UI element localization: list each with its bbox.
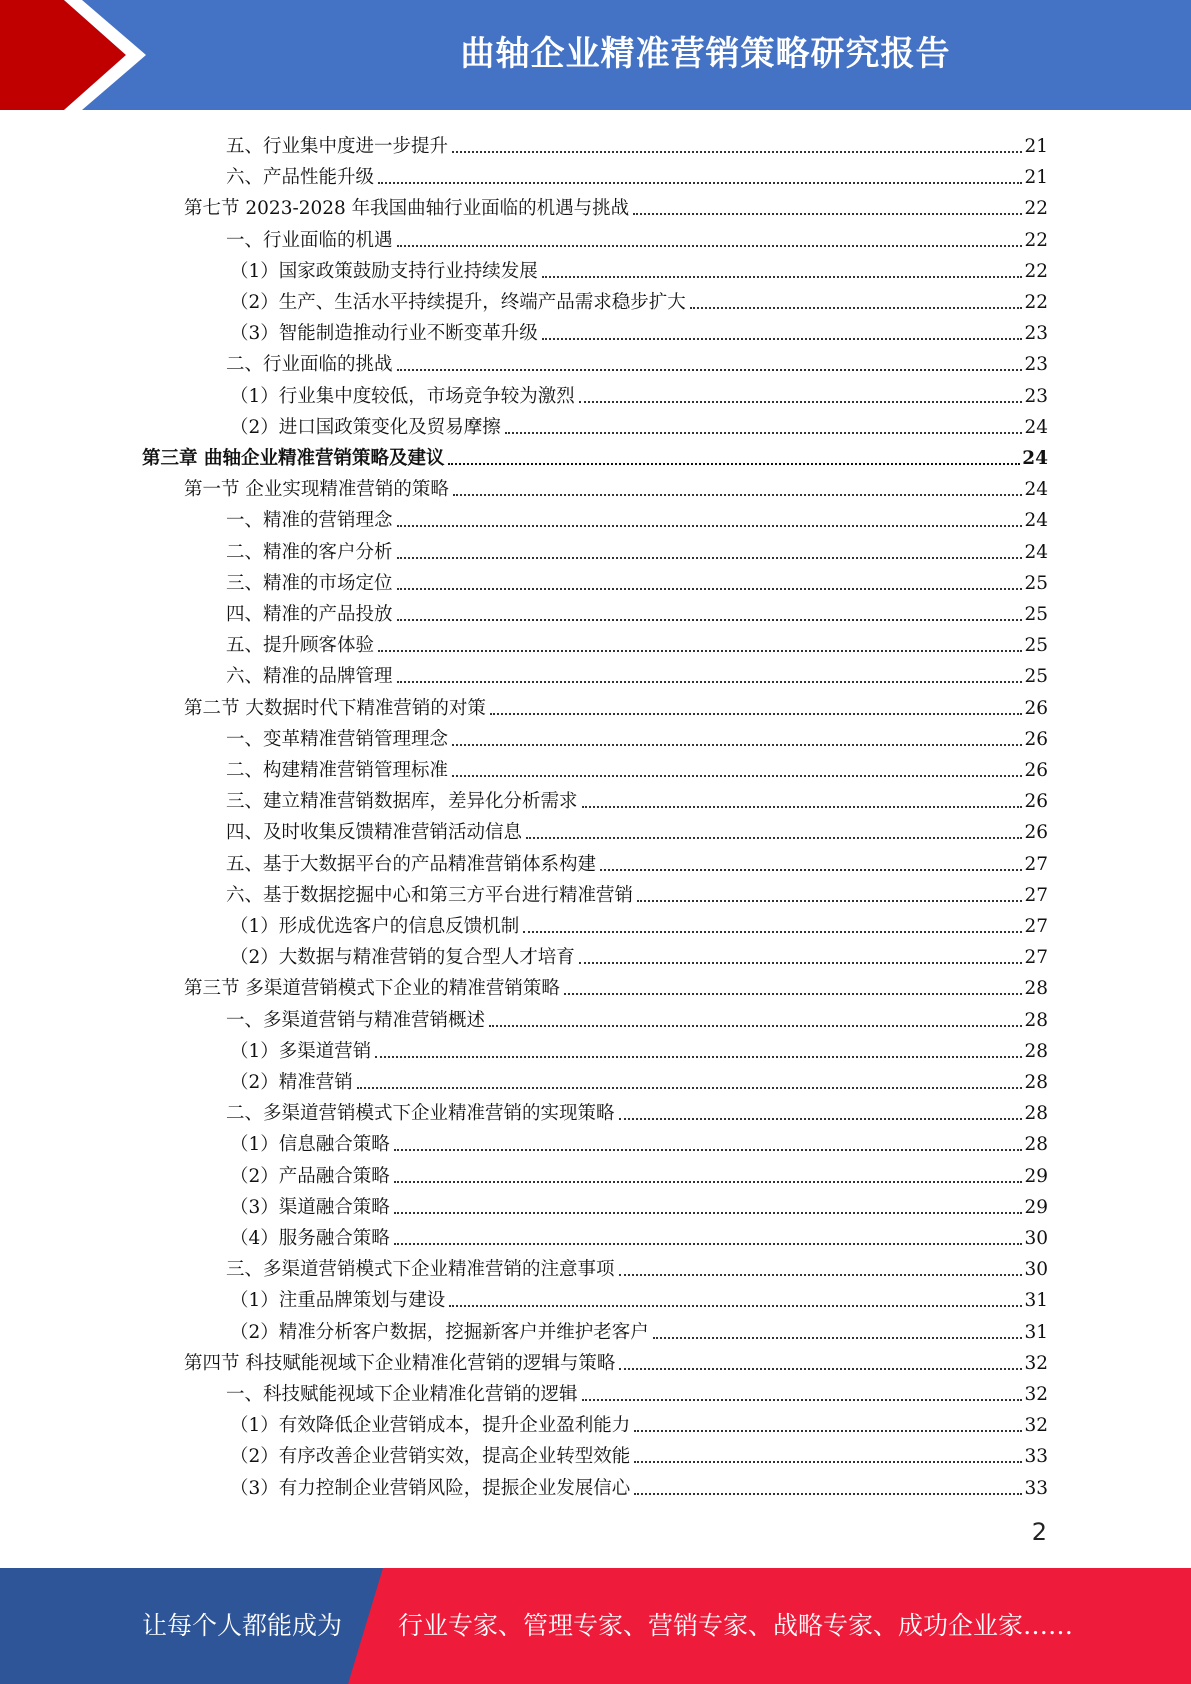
toc-entry-title: 三、建立精准营销数据库，差异化分析需求 [226, 791, 578, 813]
toc-entry-page: 21 [1024, 136, 1048, 157]
toc-entry-page: 32 [1024, 1384, 1048, 1405]
toc-entry-title: 一、变革精准营销管理理念 [226, 728, 449, 750]
toc-entry-title: 二、行业面临的挑战 [226, 354, 393, 376]
toc-leader-dots [378, 181, 1022, 184]
toc-entry-page: 25 [1024, 572, 1048, 594]
toc-entry[interactable] [230, 1032, 1048, 1063]
toc-entry[interactable] [226, 1094, 1048, 1125]
toc-entry-title: （1）注重品牌策划与建设 [230, 1290, 446, 1312]
toc-entry-title: （2）生产、生活水平持续提升，终端产品需求稳步扩大 [230, 292, 686, 313]
toc-entry-page: 25 [1024, 666, 1048, 688]
toc-leader-dots [564, 992, 1023, 995]
toc-entry-title: 六、产品性能升级 [226, 167, 375, 189]
toc-entry-title: （4）服务融合策略 [230, 1228, 390, 1249]
toc-entry-title: 第二节 大数据时代下精准营销的对策 [184, 697, 486, 719]
toc-entry[interactable] [230, 283, 1048, 314]
toc-entry[interactable] [230, 1469, 1048, 1500]
toc-entry[interactable] [226, 876, 1048, 907]
toc-entry[interactable] [226, 720, 1048, 751]
toc-entry[interactable] [226, 751, 1048, 782]
toc-leader-dots [397, 368, 1023, 371]
toc-entry-page: 32 [1024, 1415, 1048, 1437]
toc-leader-dots [690, 306, 1023, 309]
toc-entry[interactable] [184, 969, 1048, 1000]
toc-entry-title: （2）有序改善企业营销实效，提高企业转型效能 [230, 1446, 631, 1468]
footer-slogan-right: 行业专家、管理专家、营销专家、战略专家、成功企业家…… [398, 1611, 1074, 1640]
page-number: 2 [1031, 1518, 1047, 1546]
toc-entry-page: 26 [1024, 791, 1048, 813]
toc-entry-page: 29 [1024, 1165, 1048, 1187]
toc-entry-title: 三、多渠道营销模式下企业精准营销的注意事项 [226, 1259, 615, 1281]
toc-entry-page: 26 [1024, 697, 1048, 719]
toc-entry-page: 22 [1024, 229, 1048, 251]
toc-entry-page: 31 [1024, 1321, 1048, 1343]
toc-entry[interactable] [184, 689, 1048, 720]
toc-entry-page: 32 [1024, 1352, 1048, 1374]
toc-entry-page: 22 [1024, 198, 1048, 220]
toc-entry[interactable] [226, 626, 1048, 657]
toc-entry-title: （1）有效降低企业营销成本，提升企业盈利能力 [230, 1415, 631, 1437]
toc-leader-dots [579, 961, 1023, 964]
toc-entry-title: （3）智能制造推动行业不断变革升级 [230, 323, 538, 345]
toc-entry-title: 五、行业集中度进一步提升 [226, 136, 449, 157]
toc-entry-page: 24 [1022, 448, 1048, 469]
toc-entry-page: 24 [1024, 416, 1048, 438]
toc-leader-dots [600, 868, 1022, 871]
toc-entry-title: （2）产品融合策略 [230, 1165, 390, 1187]
toc-entry-title: 一、多渠道营销与精准营销概述 [226, 1009, 486, 1031]
toc-entry-title: 六、精准的品牌管理 [226, 666, 393, 688]
toc-entry[interactable] [230, 408, 1048, 439]
toc-entry[interactable] [226, 845, 1048, 876]
toc-entry-title: 二、精准的客户分析 [226, 541, 393, 563]
report-title: 曲轴企业精准营销策略研究报告 [460, 34, 951, 74]
toc-entry[interactable] [230, 1063, 1048, 1094]
toc-entry-title: 第四节 科技赋能视域下企业精准化营销的逻辑与策略 [184, 1352, 616, 1374]
toc-entry-title: 二、构建精准营销管理标准 [226, 760, 449, 781]
toc-leader-dots [542, 337, 1023, 340]
toc-entry-title: 第一节 企业实现精准营销的策略 [184, 479, 449, 501]
toc-entry-page: 26 [1024, 760, 1048, 781]
toc-leader-dots [489, 1024, 1022, 1027]
toc-entry-title: 一、精准的营销理念 [226, 510, 393, 532]
toc-entry[interactable] [230, 252, 1048, 283]
toc-entry[interactable] [230, 377, 1048, 408]
toc-entry-page: 33 [1024, 1477, 1048, 1499]
toc-entry-title: 一、科技赋能视域下企业精准化营销的逻辑 [226, 1384, 578, 1405]
toc-entry-page: 28 [1024, 1072, 1048, 1093]
toc-entry[interactable] [230, 1188, 1048, 1219]
toc-entry-title: 二、多渠道营销模式下企业精准营销的实现策略 [226, 1103, 615, 1125]
toc-entry-page: 21 [1024, 167, 1048, 189]
toc-entry[interactable] [230, 314, 1048, 345]
toc-entry-title: （1）多渠道营销 [230, 1040, 372, 1062]
toc-entry-page: 23 [1024, 323, 1048, 345]
toc-entry-page: 29 [1024, 1196, 1048, 1218]
toc-entry[interactable] [230, 1437, 1048, 1468]
toc-leader-dots [634, 1492, 1022, 1495]
toc-entry[interactable] [226, 1375, 1048, 1406]
toc-leader-dots [633, 212, 1022, 215]
toc-leader-dots [619, 1367, 1022, 1370]
toc-leader-dots [619, 1117, 1023, 1120]
toc-leader-dots [505, 431, 1023, 434]
toc-entry-title: （2）进口国政策变化及贸易摩擦 [230, 416, 501, 438]
toc-entry-page: 24 [1024, 541, 1048, 563]
toc-entry[interactable] [226, 595, 1048, 626]
toc-entry-title: （1）信息融合策略 [230, 1134, 390, 1156]
toc-leader-dots [582, 805, 1023, 808]
toc-entry-page: 25 [1024, 604, 1048, 625]
toc-entry[interactable] [230, 1406, 1048, 1437]
toc-entry[interactable] [226, 533, 1048, 564]
toc-leader-dots [542, 275, 1023, 278]
toc-leader-dots [448, 462, 1020, 465]
toc-leader-dots [653, 1336, 1023, 1339]
toc-leader-dots [397, 618, 1023, 621]
toc-leader-dots [375, 1055, 1022, 1058]
toc-entry-title: 五、基于大数据平台的产品精准营销体系构建 [226, 853, 597, 875]
toc-entry-title: 一、行业面临的机遇 [226, 229, 393, 251]
toc-entry-title: 三、精准的市场定位 [226, 572, 393, 594]
toc-leader-dots [394, 1148, 1023, 1151]
toc-entry-title: （3）有力控制企业营销风险，提振企业发展信心 [230, 1477, 631, 1499]
toc-entry-page: 30 [1024, 1259, 1048, 1281]
toc-chapter-entry[interactable] [142, 439, 1048, 470]
toc-leader-dots [634, 1429, 1022, 1432]
toc-entry[interactable] [226, 501, 1048, 532]
footer-slogan-left: 让每个人都能成为 [142, 1611, 343, 1640]
toc-leader-dots [397, 556, 1023, 559]
toc-entry-title: （2）大数据与精准营销的复合型人才培育 [230, 947, 575, 969]
toc-leader-dots [449, 1304, 1022, 1307]
toc-entry[interactable] [230, 938, 1048, 969]
toc-entry[interactable] [226, 345, 1048, 376]
toc-leader-dots [357, 1086, 1023, 1089]
toc-entry[interactable] [226, 1250, 1048, 1281]
toc-entry[interactable] [226, 813, 1048, 844]
toc-entry-page: 24 [1024, 510, 1048, 532]
toc-leader-dots [637, 899, 1022, 902]
toc-entry-page: 22 [1024, 292, 1048, 313]
toc-entry-page: 23 [1024, 385, 1048, 407]
toc-leader-dots [490, 712, 1023, 715]
toc-leader-dots [523, 930, 1022, 933]
toc-entry[interactable] [226, 657, 1048, 688]
toc-entry-title: 第三节 多渠道营销模式下企业的精准营销策略 [184, 978, 560, 1000]
toc-entry[interactable] [226, 1001, 1048, 1032]
toc-entry[interactable] [230, 1157, 1048, 1188]
toc-leader-dots [397, 587, 1023, 590]
toc-entry-page: 33 [1024, 1446, 1048, 1468]
toc-entry[interactable] [226, 782, 1048, 813]
toc-entry-page: 26 [1024, 728, 1048, 750]
toc-entry-title: 四、及时收集反馈精准营销活动信息 [226, 822, 523, 844]
toc-leader-dots [394, 1211, 1023, 1214]
toc-entry-title: （2）精准分析客户数据，挖掘新客户并维护老客户 [230, 1321, 649, 1343]
toc-entry[interactable] [226, 221, 1048, 252]
toc-entry-title: 四、精准的产品投放 [226, 604, 393, 625]
toc-leader-dots [619, 1273, 1023, 1276]
toc-leader-dots [394, 1242, 1023, 1245]
toc-entry[interactable] [230, 907, 1048, 938]
toc-entry-page: 28 [1024, 1134, 1048, 1156]
toc-entry-title: 第七节 2023-2028 年我国曲轴行业面临的机遇与挑战 [184, 198, 630, 220]
toc-entry[interactable] [230, 1219, 1048, 1250]
toc-entry[interactable] [226, 564, 1048, 595]
page-header [0, 0, 1191, 110]
toc-entry[interactable] [226, 127, 1048, 158]
toc-entry[interactable] [184, 189, 1048, 220]
toc-entry-page: 31 [1024, 1290, 1048, 1312]
toc-entry-title: 六、基于数据挖掘中心和第三方平台进行精准营销 [226, 884, 634, 906]
toc-entry-page: 30 [1024, 1228, 1048, 1249]
toc-leader-dots [397, 244, 1023, 247]
toc-entry-title: （1）形成优选客户的信息反馈机制 [230, 916, 520, 937]
toc-entry-page: 28 [1024, 1040, 1048, 1062]
toc-entry-page: 25 [1024, 635, 1048, 657]
toc-entry-page: 27 [1024, 853, 1048, 875]
toc-entry-title: 五、提升顾客体验 [226, 635, 375, 657]
toc-entry-page: 24 [1024, 479, 1048, 501]
toc-leader-dots [378, 649, 1022, 652]
toc-entry-title: 第三章 曲轴企业精准营销策略及建议 [142, 448, 445, 469]
page-footer [0, 1568, 1191, 1684]
toc-entry[interactable] [230, 1313, 1048, 1344]
toc-entry[interactable] [184, 1344, 1048, 1375]
toc-leader-dots [452, 743, 1022, 746]
toc-leader-dots [452, 150, 1022, 153]
toc-leader-dots [394, 1180, 1023, 1183]
toc-entry-title: （1）行业集中度较低，市场竞争较为激烈 [230, 385, 575, 407]
toc-leader-dots [397, 524, 1023, 527]
toc-entry[interactable] [184, 470, 1048, 501]
toc-entry-title: （2）精准营销 [230, 1072, 353, 1093]
toc-entry[interactable] [230, 1125, 1048, 1156]
toc-leader-dots [582, 1398, 1023, 1401]
toc-entry-page: 27 [1024, 884, 1048, 906]
toc-leader-dots [579, 400, 1023, 403]
toc-entry-page: 28 [1024, 978, 1048, 1000]
toc-leader-dots [453, 493, 1023, 496]
toc-leader-dots [397, 680, 1023, 683]
toc-entry-page: 28 [1024, 1103, 1048, 1125]
toc-entry[interactable] [226, 158, 1048, 189]
toc-entry-page: 26 [1024, 822, 1048, 844]
toc-entry[interactable] [230, 1281, 1048, 1312]
toc-entry-page: 27 [1024, 947, 1048, 969]
toc-entry-page: 23 [1024, 354, 1048, 376]
toc-leader-dots [634, 1460, 1022, 1463]
toc-entry-page: 27 [1024, 916, 1048, 937]
toc-entry-title: （3）渠道融合策略 [230, 1196, 390, 1218]
toc-leader-dots [452, 774, 1022, 777]
toc-entry-page: 28 [1024, 1009, 1048, 1031]
toc-entry-title: （1）国家政策鼓励支持行业持续发展 [230, 260, 538, 282]
toc-entry-page: 22 [1024, 260, 1048, 282]
toc-leader-dots [526, 836, 1022, 839]
